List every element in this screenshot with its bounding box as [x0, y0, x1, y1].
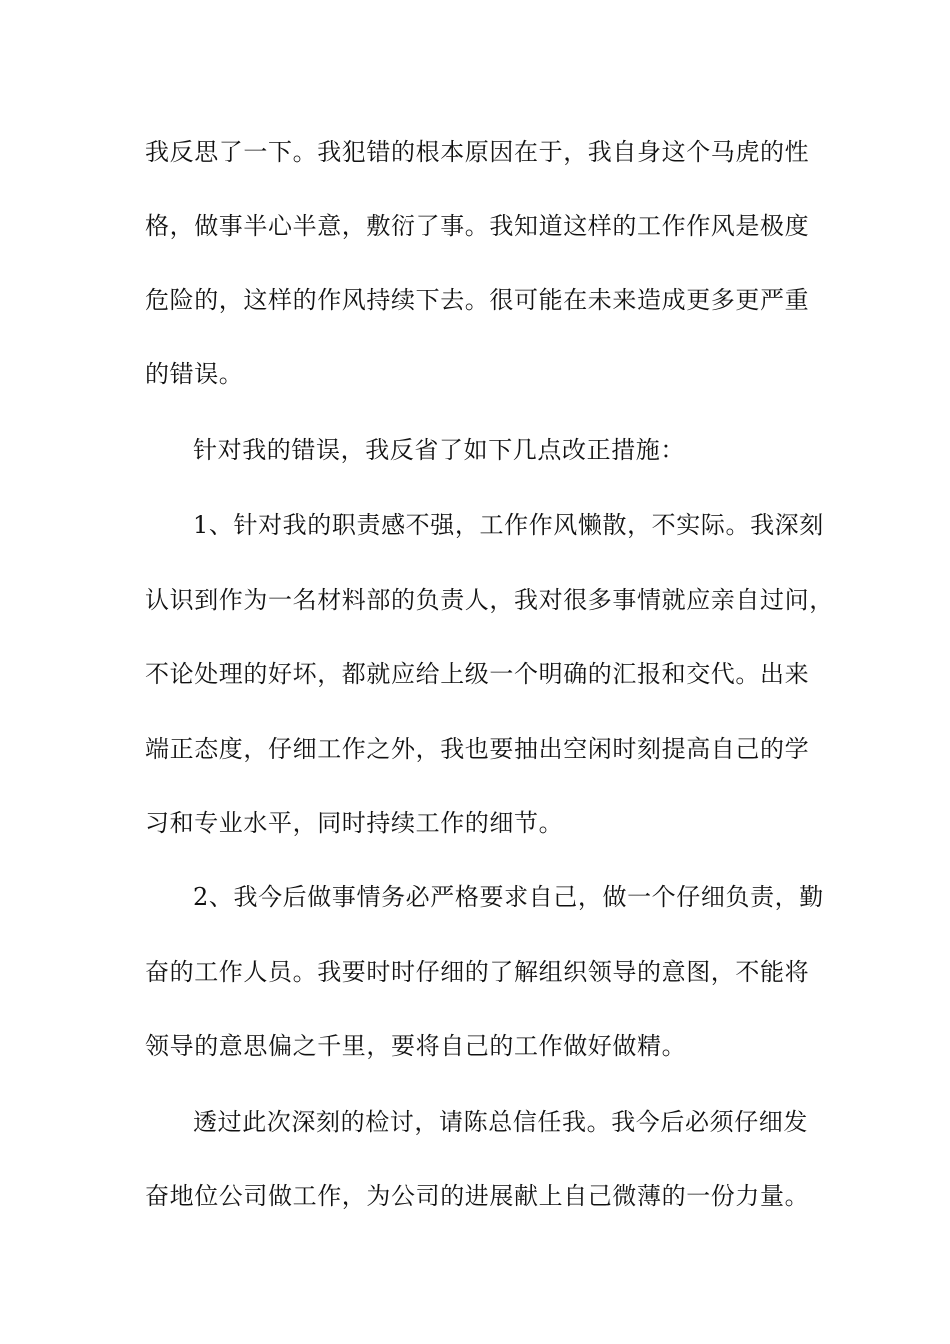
text-line: 透过此次深刻的检讨，请陈总信任我。我今后必须仔细发	[193, 1108, 808, 1136]
text-line: 认识到作为一名材料部的负责人，我对很多事情就应亲自过问，	[145, 586, 834, 614]
text-line: 我反思了一下。我犯错的根本原因在于，我自身这个马虎的性	[145, 138, 810, 166]
text-line: 领导的意思偏之千里，要将自己的工作做好做精。	[145, 1032, 687, 1060]
text-line: 2、我今后做事情务必严格要求自己，做一个仔细负责，勤	[193, 883, 824, 911]
text-line: 格，做事半心半意，敷衍了事。我知道这样的工作作风是极度	[145, 212, 810, 240]
text-line: 的错误。	[145, 360, 244, 388]
text-line: 1、针对我的职责感不强，工作作风懒散，不实际。我深刻	[193, 511, 824, 539]
text-line: 习和专业水平，同时持续工作的细节。	[145, 809, 564, 837]
text-line: 不论处理的好坏，都就应给上级一个明确的汇报和交代。出来	[145, 660, 810, 688]
text-line: 奋的工作人员。我要时时仔细的了解组织领导的意图，不能将	[145, 958, 810, 986]
text-line: 针对我的错误，我反省了如下几点改正措施：	[193, 436, 685, 464]
text-line: 端正态度，仔细工作之外，我也要抽出空闲时刻提高自己的学	[145, 735, 810, 763]
text-line: 危险的，这样的作风持续下去。很可能在未来造成更多更严重	[145, 286, 810, 314]
text-line: 奋地位公司做工作，为公司的进展献上自己微薄的一份力量。	[145, 1182, 810, 1210]
